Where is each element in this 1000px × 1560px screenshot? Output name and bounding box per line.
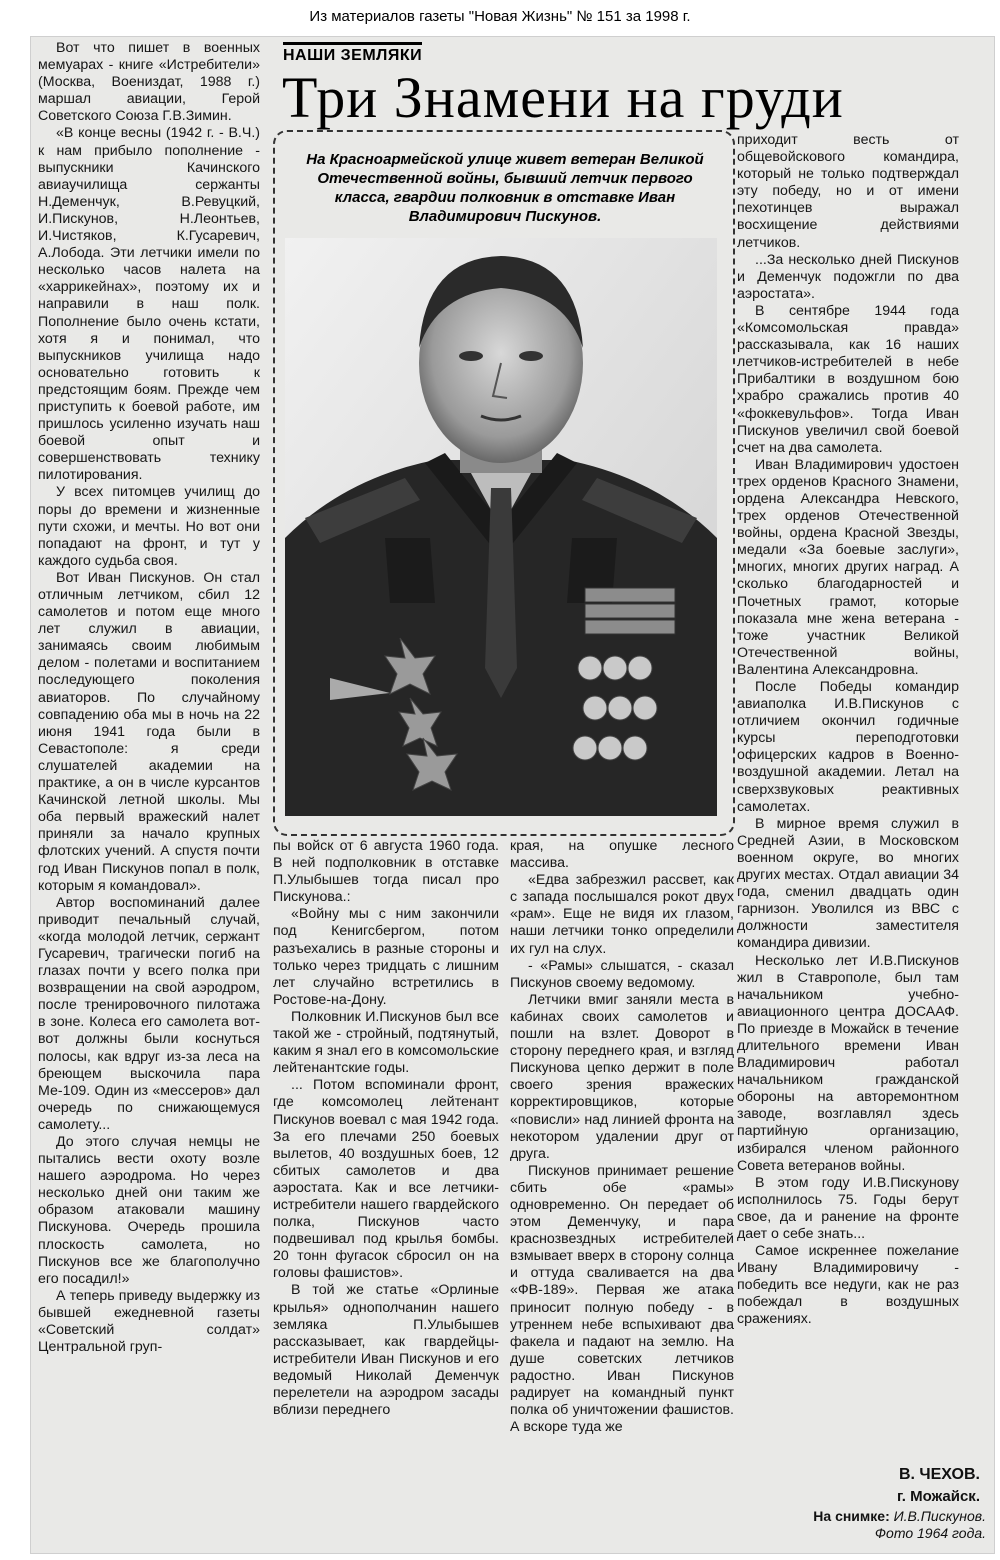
paragraph: «В конце весны (1942 г. - В.Ч.) к нам прибыло пополнение - выпускники Качинского авиаучилища сержанты Н.Деменчук, В.Ревуцкий, И.Пискунов, Н.Леонтьев, И.Чистяков, К.Гусаревич, А.Лобода. Эти летчики имели по несколько часов налета на «харрикейнах», поэтому их и направили в наш полк. Пополнение было очень кстати, хотя я и понимал, что выпускников училища надо основательно готовить к предстоящим боям. Прежде чем приступить к боевой работе, им пришлось усиленно изучать наш боевой опыт и совершенствовать технику пилотирования. [38, 125, 260, 484]
article-column-3 [510, 838, 734, 1436]
paragraph: В этом году И.В.Пискунову исполнилось 75. Годы берут свое, да и ранение на фронте дает о себе знать... [737, 1174, 959, 1242]
rubric: НАШИ ЗЕМЛЯКИ [283, 42, 422, 65]
paragraph: В той же статье «Орлиные крылья» однополчанин нашего земляка П.Улыбышев рассказывает, как гвардейцы-истребители Иван Пискунов и его ведомый Николай Деменчук перелетели на аэродром засады вблизи переднего [273, 1282, 499, 1419]
paragraph: Летчики вмиг заняли места в кабинах своих самолетов и пошли на взлет. Доворот в сторону переднего края, и взгляд Пискунова цепко держит в поле своего зрения вражеских корректировщиков, которые «повисли» над линией фронта на некотором удалении друг от друга. [510, 991, 734, 1162]
paragraph: После Победы командир авиаполка И.В.Пискунов с отличием окончил годичные курсы переподготовки офицерских кадров в Военно-воздушной академии. Летал на сверхзвуковых реактивных самолетах. [737, 679, 959, 815]
paragraph: Пискунов принимает решение сбить обе «рамы» одновременно. Он передает об этом Деменчуку, и пара краснозвездных истребителей взмывает вверх в сторону солнца и оттуда сваливается на два «ФВ-189». Первая же атака приносит полную победу - в утреннем небе вспыхивают два факела и падают на землю. На душе советских летчиков радостно. Иван Пискунов радирует на командный пункт полка об уничтожении фашистов. А вскоре туда же [510, 1162, 734, 1436]
paragraph: «Войну мы с ним закончили под Кенигсбергом, потом разъехались в разные стороны и только через тридцать с лишним лет случайно встретились в Ростове-на-Дону. [273, 906, 499, 1008]
article-column-1 [38, 40, 260, 1356]
author-signature: В. ЧЕХОВ. [898, 1466, 980, 1483]
paragraph: В мирное время служил в Средней Азии, в Московском военном округе, во многих других местах. Отдал авиации 34 года, сменил двадцать один гарнизон. Уволился из ВВС с должности заместителя командира дивизии. [737, 815, 959, 952]
paragraph: приходит весть от общевойскового командира, который не только подтверждал эту победу, но и от имени пехотинцев выражал восхищение действиями летчиков. [737, 132, 959, 251]
photo-caption [786, 1508, 986, 1542]
portrait-photo [285, 238, 717, 816]
author-city: г. Можайск. [897, 1488, 980, 1505]
photo-caption-text: И.В.Пискунов. Фото 1964 года. [874, 1508, 986, 1541]
paragraph: Вот что пишет в военных мемуарах - книге «Истребители» (Москва, Воениздат, 1988 г.) маршал авиации, Герой Советского Союза Г.В.Зимин. [38, 40, 260, 125]
paragraph: Полковник И.Пискунов был все такой же - стройный, подтянутый, каким я знал его в комсомольские лейтенантские годы. [273, 1008, 499, 1077]
paragraph: Вот Иван Пискунов. Он стал отличным летчиком, сбил 12 самолетов и потом еще много лет служил в авиации, занимаясь своим любимым делом - полетами и воспитанием последующего поколения авиаторов. По случайному совпадению оба мы в ночь на 22 июня 1941 года были в Севастополе: я среди слушателей академии на практике, а он в числе курсантов Качинской летной школы. Мы оба первый вражеский налет приняли за начало крупных флотских учений. А спустя почти год Иван Пискунов попал в полк, которым я командовал». [38, 569, 260, 894]
paragraph: пы войск от 6 августа 1960 года. В ней подполковник в отставке П.Улыбышев тогда писал про Пискунова.: [273, 838, 499, 906]
paragraph: У всех питомцев училищ до поры до времени и жизненные пути схожи, и мечты. Но вот они попадают на фронт, и тут у каждого судьба своя. [38, 484, 260, 569]
paragraph: - «Рамы» слышатся, - сказал Пискунов своему ведомому. [510, 957, 734, 991]
paragraph: До этого случая немцы не пытались вести охоту возле нашего аэродрома. Но через несколько дней они таким же образом атаковали машину Пискунова. Очередь прошила плоскость самолета, но Пискунов все же благополучно его посадил!» [38, 1134, 260, 1287]
paragraph: Иван Владимирович удостоен трех орденов Красного Знамени, ордена Александра Невского, трех орденов Отечественной войны, ордена Красной Звезды, медали «За боевые заслуги», многих, многих других наград. А сколько благодарностей и Почетных грамот, которые показала мне жена ветерана - тоже участник Великой Отечественной войны, Валентина Александровна. [737, 456, 959, 678]
paragraph: «Едва забрезжил рассвет, как с запада послышался рокот двух «рам». Еще не видя их глазом, наши летчики тонко определили их гул на слух. [510, 872, 734, 957]
paragraph: Автор воспоминаний далее приводит печальный случай, «когда молодой летчик, сержант Гусаревич, трагически погиб на глазах почти у всего полка при возвращении на свой аэродром, после тренировочного пилотажа в зоне. Колеса его самолета вот-вот должны были коснуться полосы, как вдруг из-за леса на бреющем выскочила пара Ме-109. Один из «мессеров» дал очередь по снижающемуся самолету... [38, 894, 260, 1133]
photo-caption-label: На снимке: [813, 1508, 890, 1524]
paragraph: В сентябре 1944 года «Комсомольская правда» рассказывала, как 16 наших летчиков-истребителей в небе Прибалтики в воздушном бою храбро сражались против 40 «фоккевульфов». Тогда Иван Пискунов увеличил свой боевой счет на два самолета. [737, 302, 959, 456]
paragraph: А теперь приведу выдержку из бывшей ежедневной газеты «Советский солдат» Центральной груп- [38, 1287, 260, 1356]
paragraph: Несколько лет И.В.Пискунов жил в Ставрополе, был там начальником учебно-авиационного центра ДОСААФ. По приезде в Можайск в течение длительного времени Иван Владимирович работал начальником гражданской обороны на авторемонтном заводе, возглавлял здесь партийную организацию, избирался членом районного Совета ветеранов войны. [737, 952, 959, 1174]
lead-paragraph: На Красноармейской улице живет ветеран Великой Отечественной войны, бывший летчик первого класса, гвардии полковник в отставке Иван Владимирович Пискунов. [306, 151, 704, 225]
source-caption: Из материалов газеты "Новая Жизнь" № 151 за 1998 г. [309, 8, 691, 25]
paragraph: ...За несколько дней Пискунов и Деменчук подожгли по два аэростата». [737, 251, 959, 302]
paragraph: ... Потом вспоминали фронт, где комсомолец лейтенант Пискунов воевал с мая 1942 года. За его плечами 250 боевых вылетов, 40 воздушных боев, 12 сбитых самолетов и два аэростата. Как и все летчики-истребители нашего гвардейского полка, Пискунов часто подвешивал под крылья бомбы. 20 тонн фугасок сбросил он на головы фашистов». [273, 1077, 499, 1282]
headline: Три Знамени на груди [282, 65, 844, 130]
article-column-4 [737, 132, 959, 1329]
paragraph: Самое искреннее пожелание Ивану Владимировичу - победить все недуги, как не раз побеждал в воздушных сражениях. [737, 1243, 959, 1328]
article-column-2 [273, 838, 499, 1419]
paragraph: края, на опушке лесного массива. [510, 838, 734, 872]
